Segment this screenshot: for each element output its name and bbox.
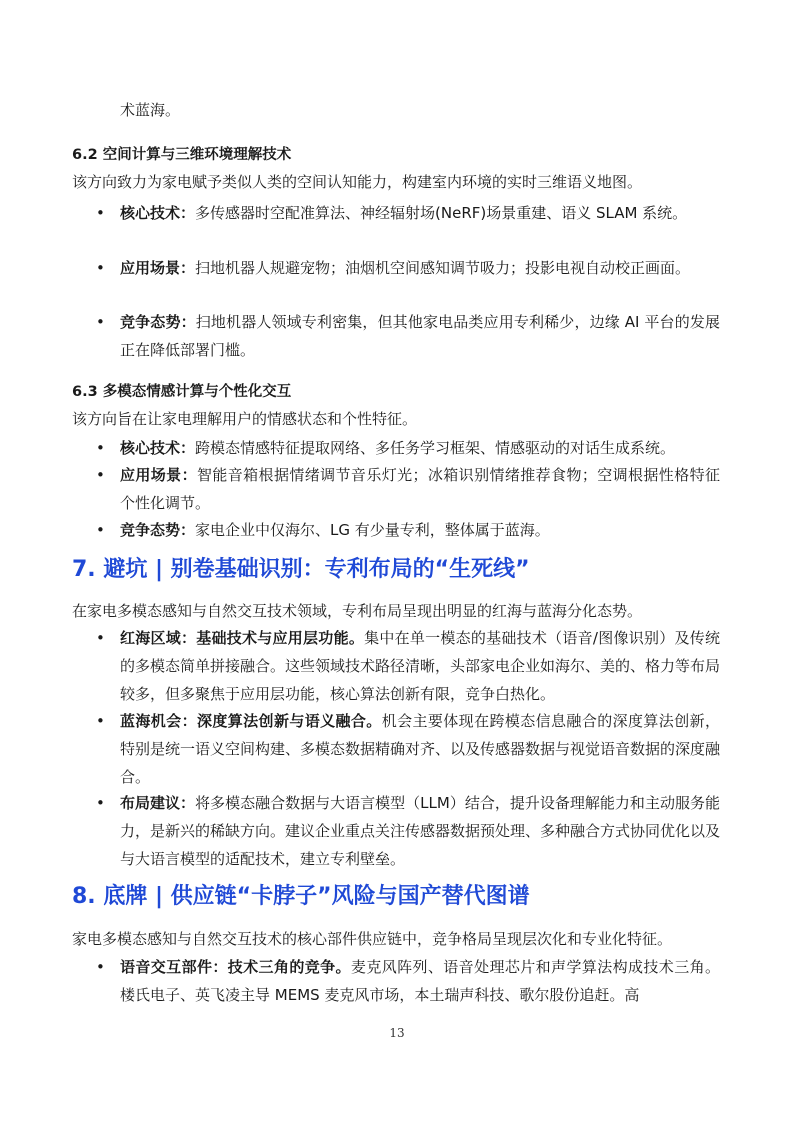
item-label: 核心技术： xyxy=(120,204,196,222)
page-number: 13 xyxy=(389,1026,405,1040)
item-text: 麦克风阵列、语音处理芯片和声学算法构成技术三角。楼氏电子、英飞凌主导 MEMS 麦克风市场，本土瑞声科技、歌尔股份追赶。高 xyxy=(120,958,720,1004)
item-label: 应用场景： xyxy=(120,259,196,277)
bullet-icon: • xyxy=(96,439,105,457)
section-heading-6-2: 6.2 空间计算与三维环境理解技术 xyxy=(72,147,292,163)
bullet-icon: • xyxy=(96,958,105,976)
bullet-icon: • xyxy=(96,259,105,277)
item-label: 竞争态势： xyxy=(120,521,196,539)
bullet-icon: • xyxy=(96,712,105,730)
bullet-icon: • xyxy=(96,204,105,222)
chapter-intro-8: 家电多模态感知与自然交互技术的核心部件供应链中，竞争格局呈现层次化和专业化特征。 xyxy=(72,930,673,948)
bullet-icon: • xyxy=(96,313,105,331)
chapter-heading-8: 8. 底牌 | 供应链“卡脖子”风险与国产替代图谱 xyxy=(72,884,530,909)
chapter-heading-7: 7. 避坑 | 别卷基础识别：专利布局的“生死线” xyxy=(72,557,530,582)
item-text: 机会主要体现在跨模态信息融合的深度算法创新，特别是统一语义空间构建、多模态数据精确对齐、以及传感器数据与视觉语音数据的深度融合。 xyxy=(120,712,721,786)
bullet-icon: • xyxy=(96,629,105,647)
item-label: 语音交互部件：技术三角的竞争。 xyxy=(120,958,351,976)
section-intro-6-3: 该方向旨在让家电理解用户的情感状态和个性特征。 xyxy=(72,410,418,428)
item-label: 核心技术： xyxy=(120,439,196,457)
item-text: 扫地机器人领域专利密集，但其他家电品类应用专利稀少，边缘 AI 平台的发展正在降低部署门槛。 xyxy=(120,313,720,359)
item-text: 扫地机器人规避宠物；油烟机空间感知调节吸力；投影电视自动校正画面。 xyxy=(195,259,691,277)
bullet-icon: • xyxy=(96,794,105,812)
item-text: 家电企业中仅海尔、LG 有少量专利，整体属于蓝海。 xyxy=(195,521,550,539)
bullet-icon: • xyxy=(96,466,105,484)
item-label: 竞争态势： xyxy=(120,313,196,331)
section-heading-6-3: 6.3 多模态情感计算与个性化交互 xyxy=(72,384,292,400)
item-text: 集中在单一模态的基础技术（语音/图像识别）及传统的多模态简单拼接融合。这些领域技术路径清晰，头部家电企业如海尔、美的、格力等布局较多，但多聚焦于应用层功能，核心算法创新有限，竞争白热化。 xyxy=(120,629,721,703)
item-text: 跨模态情感特征提取网络、多任务学习框架、情感驱动的对话生成系统。 xyxy=(195,439,676,457)
section-intro-6-2: 该方向致力为家电赋予类似人类的空间认知能力，构建室内环境的实时三维语义地图。 xyxy=(72,173,643,191)
item-label: 红海区域：基础技术与应用层功能。 xyxy=(120,629,365,647)
chapter-intro-7: 在家电多模态感知与自然交互技术领域，专利布局呈现出明显的红海与蓝海分化态势。 xyxy=(72,602,643,620)
item-label: 布局建议： xyxy=(120,794,196,812)
bullet-icon: • xyxy=(96,521,105,539)
item-label: 应用场景： xyxy=(120,466,197,484)
item-text: 智能音箱根据情绪调节音乐灯光；冰箱识别情绪推荐食物；空调根据性格特征个性化调节。 xyxy=(120,466,720,512)
continued-paragraph: 术蓝海。 xyxy=(120,101,181,119)
item-text: 将多模态融合数据与大语言模型（LLM）结合，提升设备理解能力和主动服务能力，是新兴的稀缺方向。建议企业重点关注传感器数据预处理、多种融合方式协同优化以及与大语言模型的适配技术，建立专利壁垒。 xyxy=(120,794,721,868)
item-label: 蓝海机会：深度算法创新与语义融合。 xyxy=(120,712,382,730)
item-text: 多传感器时空配准算法、神经辐射场(NeRF)场景重建、语义 SLAM 系统。 xyxy=(195,204,688,222)
